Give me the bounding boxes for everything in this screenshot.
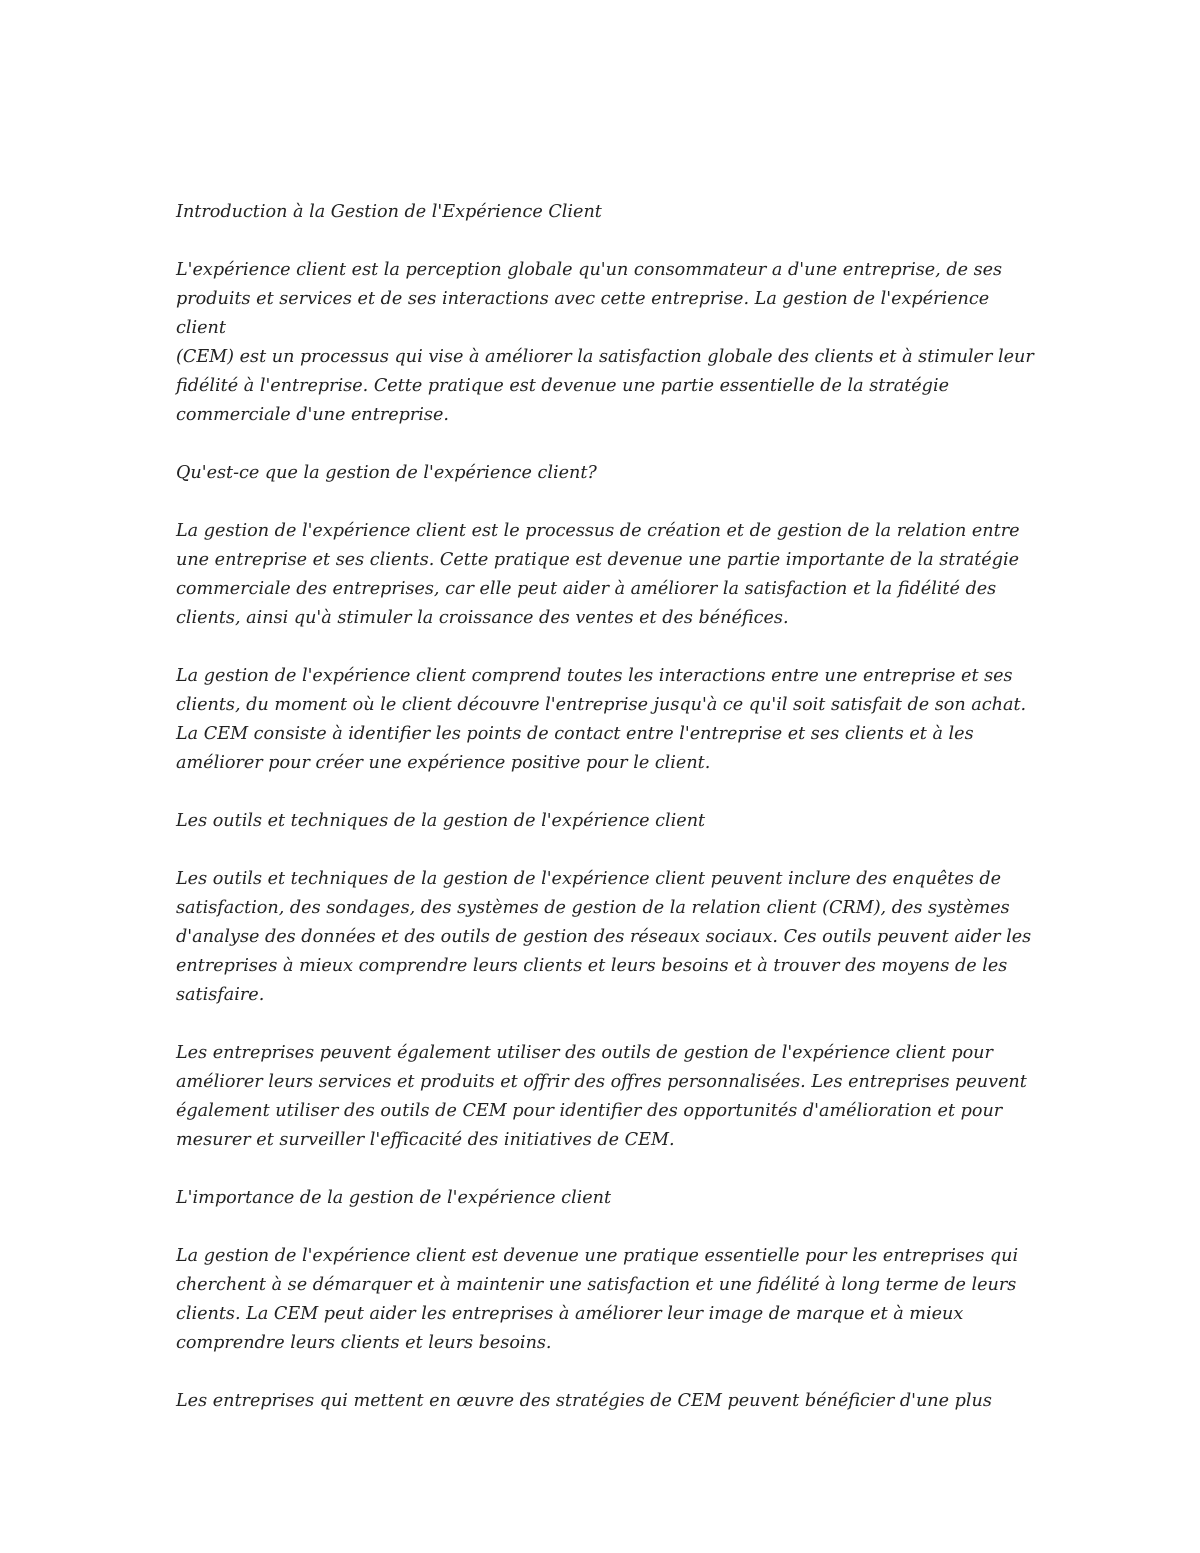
document-body (176, 198, 1036, 1445)
section-heading-importance: L'importance de la gestion de l'expérience client (176, 1188, 612, 1208)
paragraph-definition-2: La gestion de l'expérience client comprend toutes les interactions entre une entreprise et ses clients, du moment où le client découvre l'entreprise jusqu'à ce qu'il soit satisfait de son achat. La CEM consiste à identifier les points de contact entre l'entreprise et ses clients et à les améliorer pour créer une expérience positive pour le client. (176, 666, 1027, 773)
paragraph-definition-1: La gestion de l'expérience client est le processus de création et de gestion de la relation entre une entreprise et ses clients. Cette pratique est devenue une partie importante de la stratégie commerciale des entreprises, car elle peut aider à améliorer la satisfaction et la fidélité des clients, ainsi qu'à stimuler la croissance des ventes et des bénéfices. (176, 521, 1020, 628)
section-heading-tools: Les outils et techniques de la gestion de l'expérience client (176, 811, 706, 831)
paragraph-importance-1: La gestion de l'expérience client est devenue une pratique essentielle pour les entreprises qui cherchent à se démarquer et à maintenir une satisfaction et une fidélité à long terme de leurs clients. La CEM peut aider les entreprises à améliorer leur image de marque et à mieux comprendre leurs clients et leurs besoins. (176, 1246, 1019, 1353)
section-heading-definition: Qu'est-ce que la gestion de l'expérience client? (176, 463, 597, 483)
paragraph-introduction: L'expérience client est la perception globale qu'un consommateur a d'une entreprise, de ses produits et services et de ses interactions avec cette entreprise. La gestion de l'expérience client (CEM) est un processus qui vise à améliorer la satisfaction globale des clients et à stimuler leur fidélité à l'entreprise. Cette pratique est devenue une partie essentielle de la stratégie commerciale d'une entreprise. (176, 260, 1034, 425)
paragraph-tools-2: Les entreprises peuvent également utiliser des outils de gestion de l'expérience client pour améliorer leurs services et produits et offrir des offres personnalisées. Les entreprises peuvent également utiliser des outils de CEM pour identifier des opportunités d'amélioration et pour mesurer et surveiller l'efficacité des initiatives de CEM. (176, 1043, 1027, 1150)
section-heading-introduction: Introduction à la Gestion de l'Expérience Client (176, 202, 602, 222)
paragraph-importance-2: Les entreprises qui mettent en œuvre des stratégies de CEM peuvent bénéficier d'une plus (176, 1391, 992, 1411)
paragraph-tools-1: Les outils et techniques de la gestion de l'expérience client peuvent inclure des enquêtes de satisfaction, des sondages, des systèmes de gestion de la relation client (CRM), des systèmes d'analyse des données et des outils de gestion des réseaux sociaux. Ces outils peuvent aider les entreprises à mieux comprendre leurs clients et leurs besoins et à trouver des moyens de les satisfaire. (176, 869, 1032, 1005)
